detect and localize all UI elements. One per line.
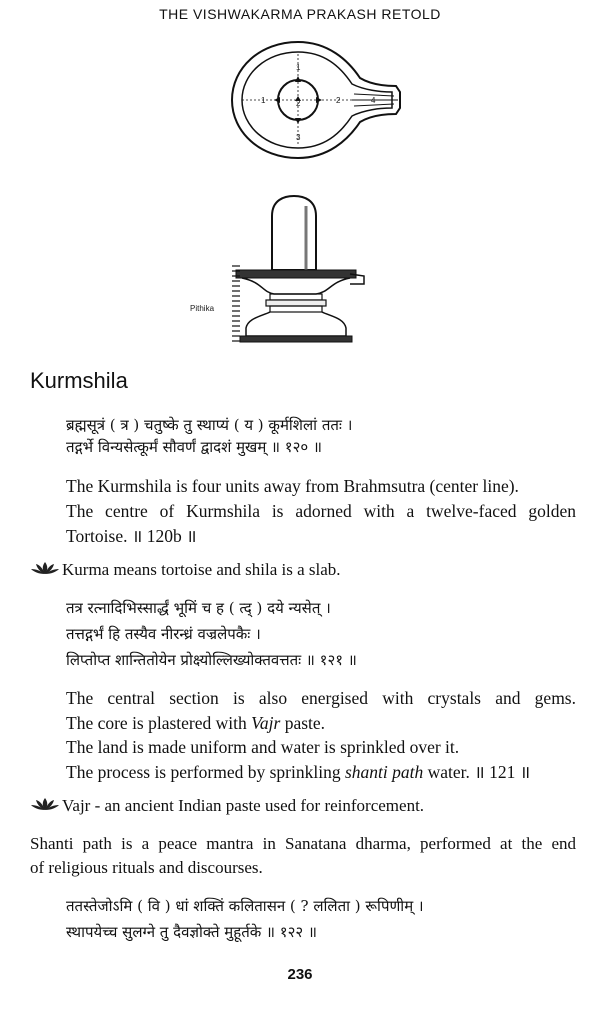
pithika-elevation-diagram [186,194,386,350]
verse-121 [66,597,357,675]
section-heading-kurmshila: Kurmshila [30,368,128,393]
verse-line: स्थापयेच्च सुलग्ने तु दैवज्ञोक्ते मुहूर्तके ॥ १२२ ॥ [66,923,317,941]
plan-mark-right [316,97,322,103]
plan-label-spout: 4 [371,96,376,105]
paragraph-shanti-path [30,832,576,880]
plan-label-center: 2 [296,99,301,108]
translation-line: The land is made uniform and water is sprinkled over it. [66,737,460,757]
plan-label-right: 2 [336,96,341,105]
page-number: 236 [287,966,313,983]
note-kurma [30,558,341,583]
lotus-icon [30,559,62,583]
paragraph-line: Shanti path is a peace mantra in Sanatana dharma, performed at the end [30,834,576,853]
pithika-upper-moulding [242,278,350,294]
verse-122 [66,895,424,947]
pithika-band-3 [270,306,322,312]
verse-line: ब्रह्मसूत्रं ( त्र ) चतुष्के तु स्थाप्यं ( य ) कूर्मशिलां ततः । [66,416,353,434]
pithika-band-1 [270,294,322,300]
translation-line: The centre of Kurmshila is adorned with a twelve-faced golden [66,501,576,521]
pithika-band-2 [266,300,326,306]
translation-line: Tortoise. ॥ 120b ॥ [66,526,197,546]
verse-line: तत्तद्गर्भं हि तस्यैव नीरन्ध्रं वज्रलेपकैः । [66,625,261,643]
lotus-icon [30,795,62,819]
note-vajr [30,794,424,819]
plan-mark-left [274,97,280,103]
verse-line: तद्गर्भे विन्यसेत्कूर्मं सौवर्णं द्वादशं मुखम् ॥ १२० ॥ [66,438,322,456]
note-text: Kurma means tortoise and shila is a slab. [62,560,341,579]
translation-line: The Kurmshila is four units away from Brahmsutra (center line). [66,476,519,496]
pithika-lower-moulding [246,312,346,336]
verse-line: लिप्तोप्त शान्तितोयेन प्रोक्ष्योल्लिख्योक्तवत्ततः ॥ १२१ ॥ [66,651,357,669]
plan-mark-top [295,76,301,82]
plan-label-bottom: 3 [296,133,301,142]
plan-label-top: 1 [296,63,301,72]
plan-label-left: 1 [261,96,266,105]
verse-line: ततस्तेजोऽमि ( वि ) धां शक्तिं कलितासन ( ? ललिता ) रूपिणीम् । [66,897,424,915]
pithika-plan-diagram [228,40,408,160]
running-head: THE VISHWAKARMA PRAKASH RETOLD [159,6,441,22]
translation-120 [66,474,576,549]
translation-121 [66,686,576,784]
note-text: Vajr - an ancient Indian paste used for reinforcement. [62,796,425,815]
translation-line: The core is plastered with Vajr paste. [66,712,326,733]
verse-120 [66,414,352,458]
plan-mark-bottom [295,118,301,124]
linga-shaft [272,196,316,270]
pithika-base [240,336,352,342]
pithika-top-slab [236,270,356,278]
pithika-label: Pithika [190,304,215,313]
translation-line: The process is performed by sprinkling shanti path water. ॥ 121 ॥ [66,761,531,782]
verse-line: तत्र रत्नादिभिस्सार्द्धं भूमिं च ह ( त्द् ) दये न्यसेत् । [66,599,331,617]
translation-line: The central section is also energised with crystals and gems. [66,688,576,708]
paragraph-line: of religious rituals and discourses. [30,858,263,877]
